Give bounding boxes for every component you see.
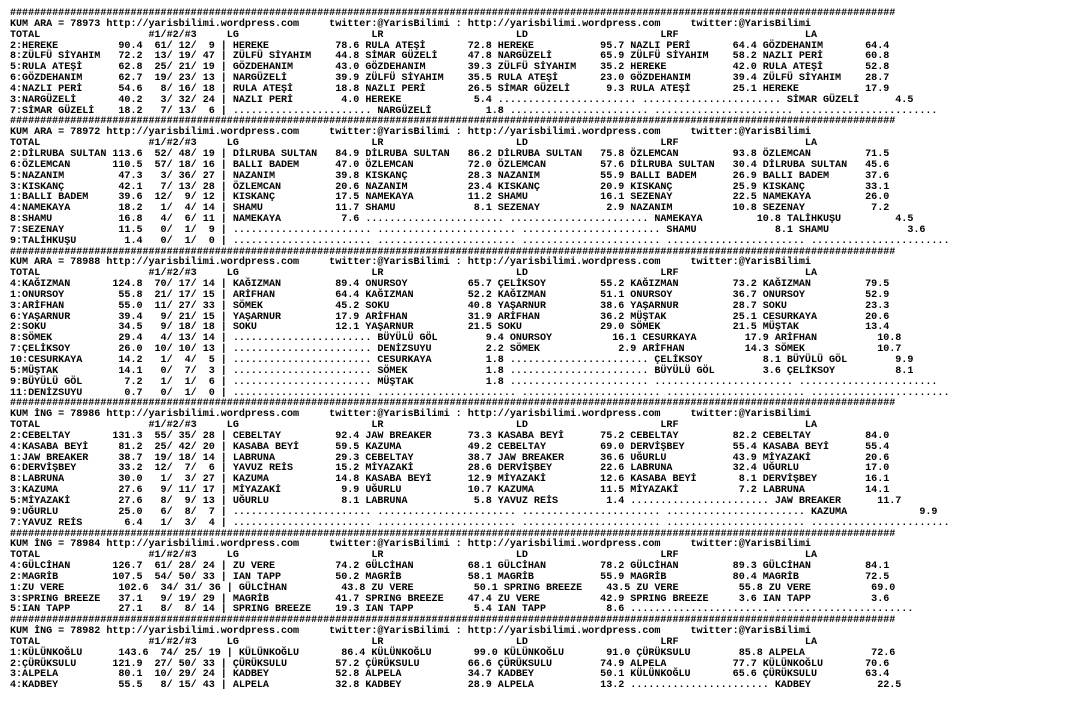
horse-row: 3:ALPELA 80.1 10/ 29/ 24 | KADBEY 52.8 ALPELA 34.7 KADBEY 50.1 KÜLÜNKOĞLU 65.6 ÇÜRÜKSULU 63.4 xyxy=(10,669,890,681)
horse-row: 3:SPRING BREEZE 37.1 9/ 19/ 29 | MAGRİB 41.7 SPRING BREEZE 47.4 ZU VERE 42.9 SPRING BREEZE 3.6 IAN TAPP 3.6 xyxy=(10,593,890,605)
horse-row: 7:ÇELİKSOY 26.0 10/ 10/ 13 | ....................... DENİZSUYU 2.2 SÖMEK 2.9 ARİFHAN 14.3 SÖMEK 10.7 xyxy=(10,344,902,356)
horse-row: 2:MAGRİB 107.5 54/ 50/ 33 | IAN TAPP 50.2 MAGRİB 58.1 MAGRİB 55.9 MAGRİB 80.4 MAGRİB 72.5 xyxy=(10,571,890,583)
horse-row: 1:ONURSOY 55.8 21/ 17/ 15 | ARİFHAN 64.4 KAĞIZMAN 52.2 KAĞIZMAN 51.1 ONURSOY 36.7 ONURSOY 52.9 xyxy=(10,289,890,301)
horse-row: 8:LABRUNA 30.0 1/ 3/ 27 | KAZUMA 14.8 KASABA BEYİ 12.9 MİYAZAKİ 12.6 KASABA BEYİ 8.1 DERVİŞBEY 16.1 xyxy=(10,474,890,486)
horse-row: 4:GÜLCİHAN 126.7 61/ 28/ 24 | ZU VERE 74.2 GÜLCİHAN 68.1 GÜLCİHAN 78.2 GÜLCİHAN 89.3 GÜLCİHAN 84.1 xyxy=(10,561,890,573)
horse-row: 4:KAĞIZMAN 124.8 70/ 17/ 14 | KAĞIZMAN 89.4 ONURSOY 65.7 ÇELİKSOY 55.2 KAĞIZMAN 73.2 KAĞIZMAN 79.5 xyxy=(10,279,890,291)
horse-row: 3:KISKANÇ 42.1 7/ 13/ 28 | ÖZLEMCAN 20.6 NAZANIM 23.4 KISKANÇ 20.9 KISKANÇ 25.9 KISKANÇ 33.1 xyxy=(10,181,890,193)
race-header-line: KUM İNG = 78984 http://yarisbilimi.wordpress.com twitter:@YarisBilimi : http://yarisbilimi.wordpress.com twitter:@YarisBilimi xyxy=(10,539,811,551)
column-header-line: TOTAL #1/#2/#3 LG LR LD LRF LA xyxy=(10,29,817,41)
horse-row: 8:ZÜLFÜ SİYAHIM 72.2 13/ 19/ 47 | ZÜLFÜ SİYAHIM 44.8 SİMAR GÜZELİ 47.8 NARGÜZELİ 65.9 ZÜLFÜ SİYAHIM 58.2 NAZLI PERİ 60.8 xyxy=(10,51,890,63)
horse-row: 3:KAZUMA 27.6 9/ 11/ 17 | MİYAZAKİ 9.9 UĞURLU 10.7 KAZUMA 11.5 MİYAZAKİ 7.2 LABRUNA 14.1 xyxy=(10,485,890,497)
horse-row: 5:MİYAZAKİ 27.6 8/ 9/ 13 | UĞURLU 8.1 LABRUNA 5.8 YAVUZ REİS 1.4 ....................... JAW BREAKER 11.7 xyxy=(10,495,902,507)
separator-line: ################################################################################################################################################### xyxy=(10,398,896,410)
horse-row: 2:HEREKE 90.4 61/ 12/ 9 | HEREKE 78.6 RULA ATEŞİ 72.8 HEREKE 95.7 NAZLI PERİ 64.4 GÖZDEHANIM 64.4 xyxy=(10,40,890,52)
horse-row: 2:DİLRUBA SULTAN 113.6 52/ 48/ 19 | DİLRUBA SULTAN 84.9 DİLRUBA SULTAN 86.2 DİLRUBA SULTAN 75.8 ÖZLEMCAN 93.8 ÖZLEMCAN 71.5 xyxy=(10,148,890,160)
horse-row: 5:MÜŞTAK 14.1 0/ 7/ 3 | ....................... SÖMEK 1.8 ....................... BÜYÜLÜ GÖL 3.6 ÇELİKSOY 8.1 xyxy=(10,365,914,377)
horse-row: 5:RULA ATEŞİ 62.8 25/ 21/ 19 | GÖZDEHANIM 43.0 GÖZDEHANIM 39.3 ZÜLFÜ SİYAHIM 35.2 HEREKE 42.0 RULA ATEŞİ 52.8 xyxy=(10,62,890,74)
column-header-line: TOTAL #1/#2/#3 LG LR LD LRF LA xyxy=(10,550,817,562)
race-header-line: KUM ARA = 78972 http://yarisbilimi.wordpress.com twitter:@YarisBilimi : http://yarisbilimi.wordpress.com twitter:@YarisBilimi xyxy=(10,127,811,139)
horse-row: 1:BALLI BADEM 39.6 12/ 9/ 12 | KISKANÇ 17.5 NAMEKAYA 11.2 SHAMU 16.1 SEZENAY 22.5 NAMEKAYA 26.0 xyxy=(10,192,890,204)
horse-row: 1:KÜLÜNKOĞLU 143.6 74/ 25/ 19 | KÜLÜNKOĞLU 86.4 KÜLÜNKOĞLU 99.0 KÜLÜNKOĞLU 91.0 ÇÜRÜKSULU 85.8 ALPELA 72.6 xyxy=(10,647,896,659)
horse-row: 7:SİMAR GÜZELİ 18.2 7/ 13/ 6 | ....................... NARGÜZELİ 1.8 ....................... ....................... ....................... xyxy=(10,105,938,117)
horse-row: 6:YAŞARNUR 39.4 9/ 21/ 15 | YAŞARNUR 17.9 ARİFHAN 31.9 ARİFHAN 36.2 MÜŞTAK 25.1 CESURKAYA 20.6 xyxy=(10,311,890,323)
horse-row: 2:SOKU 34.5 9/ 18/ 18 | SOKU 12.1 YAŞARNUR 21.5 SOKU 29.0 SÖMEK 21.5 MÜŞTAK 13.4 xyxy=(10,322,890,334)
column-header-line: TOTAL #1/#2/#3 LG LR LD LRF LA xyxy=(10,138,817,150)
horse-row: 4:NAZLI PERİ 54.6 8/ 16/ 18 | RULA ATEŞİ 18.8 NAZLI PERİ 26.5 SİMAR GÜZELİ 9.3 RULA ATEŞİ 25.1 HEREKE 17.9 xyxy=(10,83,890,95)
horse-row: 2:ÇÜRÜKSULU 121.9 27/ 50/ 33 | ÇÜRÜKSULU 57.2 ÇÜRÜKSULU 66.6 ÇÜRÜKSULU 74.9 ALPELA 77.7 KÜLÜNKOĞLU 70.6 xyxy=(10,658,890,670)
horse-row: 9:UĞURLU 25.0 6/ 8/ 7 | ....................... ....................... ....................... ....................... KAZUMA 9.9 xyxy=(10,506,938,518)
horse-row: 6:ÖZLEMCAN 110.5 57/ 18/ 16 | BALLI BADEM 47.0 ÖZLEMCAN 72.0 ÖZLEMCAN 57.6 DİLRUBA SULTAN 30.4 DİLRUBA SULTAN 45.6 xyxy=(10,159,890,171)
horse-row: 5:IAN TAPP 27.1 8/ 8/ 14 | SPRING BREEZE 19.3 IAN TAPP 5.4 IAN TAPP 8.6 ....................... ....................... xyxy=(10,604,914,616)
separator-line: ################################################################################################################################################### xyxy=(10,615,896,627)
horse-row: 8:SHAMU 16.8 4/ 6/ 11 | NAMEKAYA 7.6 ....................... ....................... NAMEKAYA 10.8 TALİHKUŞU 4.5 xyxy=(10,214,914,226)
separator-line: ################################################################################################################################################### xyxy=(10,116,896,128)
race-header-line: KUM ARA = 78988 http://yarisbilimi.wordpress.com twitter:@YarisBilimi : http://yarisbilimi.wordpress.com twitter:@YarisBilimi xyxy=(10,257,811,269)
race-header-line: KUM İNG = 78986 http://yarisbilimi.wordpress.com twitter:@YarisBilimi : http://yarisbilimi.wordpress.com twitter:@YarisBilimi xyxy=(10,409,811,421)
horse-row: 4:NAMEKAYA 18.2 1/ 4/ 14 | SHAMU 11.7 SHAMU 8.1 SEZENAY 2.9 NAZANIM 10.8 SEZENAY 7.2 xyxy=(10,203,890,215)
horse-row: 5:NAZANIM 47.3 3/ 36/ 27 | NAZANIM 39.8 KISKANÇ 28.3 NAZANIM 55.9 BALLI BADEM 26.9 BALLI BADEM 37.6 xyxy=(10,170,890,182)
horse-row: 9:BÜYÜLÜ GÖL 7.2 1/ 1/ 6 | ....................... MÜŞTAK 1.8 ....................... ....................... ....................... xyxy=(10,376,938,388)
horse-row: 3:NARGÜZELİ 40.2 3/ 32/ 24 | NAZLI PERİ 4.0 HEREKE 5.4 ....................... ....................... SİMAR GÜZELİ 4.5 xyxy=(10,94,914,106)
separator-line: ################################################################################################################################################### xyxy=(10,528,896,540)
race-header-line: KUM ARA = 78973 http://yarisbilimi.wordpress.com twitter:@YarisBilimi : http://yarisbilimi.wordpress.com twitter:@YarisBilimi xyxy=(10,18,811,30)
separator-line: ################################################################################################################################################### xyxy=(10,246,896,258)
horse-row: 8:SÖMEK 29.4 4/ 13/ 14 | ....................... BÜYÜLÜ GÖL 9.4 ONURSOY 16.1 CESURKAYA 17.9 ARİFHAN 10.8 xyxy=(10,333,902,345)
horse-row: 10:CESURKAYA 14.2 1/ 4/ 5 | ....................... CESURKAYA 1.8 ....................... ÇELİKSOY 8.1 BÜYÜLÜ GÖL 9.9 xyxy=(10,355,914,366)
horse-row: 6:DERVİŞBEY 33.2 12/ 7/ 6 | YAVUZ REİS 15.2 MİYAZAKİ 28.6 DERVİŞBEY 22.6 LABRUNA 32.4 UĞURLU 17.0 xyxy=(10,463,890,475)
horse-row: 9:TALİHKUŞU 1.4 0/ 1/ 0 | ....................... ....................... ....................... ....................... ....................... xyxy=(10,235,950,247)
horse-row: 4:KADBEY 55.5 8/ 15/ 43 | ALPELA 32.8 KADBEY 28.9 ALPELA 13.2 ....................... KADBEY 22.5 xyxy=(10,680,902,692)
horse-row: 6:GÖZDEHANIM 62.7 19/ 23/ 13 | NARGÜZELİ 39.9 ZÜLFÜ SİYAHIM 35.5 RULA ATEŞİ 23.0 GÖZDEHANIM 39.4 ZÜLFÜ SİYAHIM 28.7 xyxy=(10,73,890,85)
horse-row: 7:SEZENAY 11.5 0/ 1/ 9 | ....................... ....................... ....................... SHAMU 8.1 SHAMU 3.6 xyxy=(10,224,926,236)
horse-row: 1:JAW BREAKER 38.7 19/ 18/ 14 | LABRUNA 29.3 CEBELTAY 38.7 JAW BREAKER 36.6 UĞURLU 43.9 MİYAZAKİ 20.6 xyxy=(10,452,890,464)
column-header-line: TOTAL #1/#2/#3 LG LR LD LRF LA xyxy=(10,636,817,648)
horse-row: 7:YAVUZ REİS 6.4 1/ 3/ 4 | ....................... ....................... ....................... ....................... ....................... xyxy=(10,517,950,529)
horse-row: 2:CEBELTAY 131.3 55/ 35/ 28 | CEBELTAY 92.4 JAW BREAKER 73.3 KASABA BEYİ 75.2 CEBELTAY 82.2 CEBELTAY 84.0 xyxy=(10,430,890,442)
column-header-line: TOTAL #1/#2/#3 LG LR LD LRF LA xyxy=(10,420,817,432)
race-header-line: KUM İNG = 78982 http://yarisbilimi.wordpress.com twitter:@YarisBilimi : http://yarisbilimi.wordpress.com twitter:@YarisBilimi xyxy=(10,626,811,638)
horse-row: 4:KASABA BEYİ 81.2 25/ 42/ 20 | KASABA BEYİ 59.5 KAZUMA 49.2 CEBELTAY 69.0 DERVİŞBEY 55.4 KASABA BEYİ 55.4 xyxy=(10,441,890,453)
horse-row: 11:DENİZSUYU 0.7 0/ 1/ 0 | ....................... ....................... ....................... ....................... ....................... xyxy=(10,387,950,399)
column-header-line: TOTAL #1/#2/#3 LG LR LD LRF LA xyxy=(10,268,817,280)
horse-row: 1:ZU VERE 102.6 34/ 31/ 36 | GÜLCİHAN 43.8 ZU VERE 50.1 SPRING BREEZE 43.5 ZU VERE 55.8 ZU VERE 69.0 xyxy=(10,582,896,594)
separator-line: ################################################################################################################################################### xyxy=(10,8,896,19)
horse-row: 3:ARİFHAN 55.0 11/ 27/ 33 | SÖMEK 45.2 SOKU 40.8 YAŞARNUR 38.6 YAŞARNUR 28.7 SOKU 23.3 xyxy=(10,300,890,312)
